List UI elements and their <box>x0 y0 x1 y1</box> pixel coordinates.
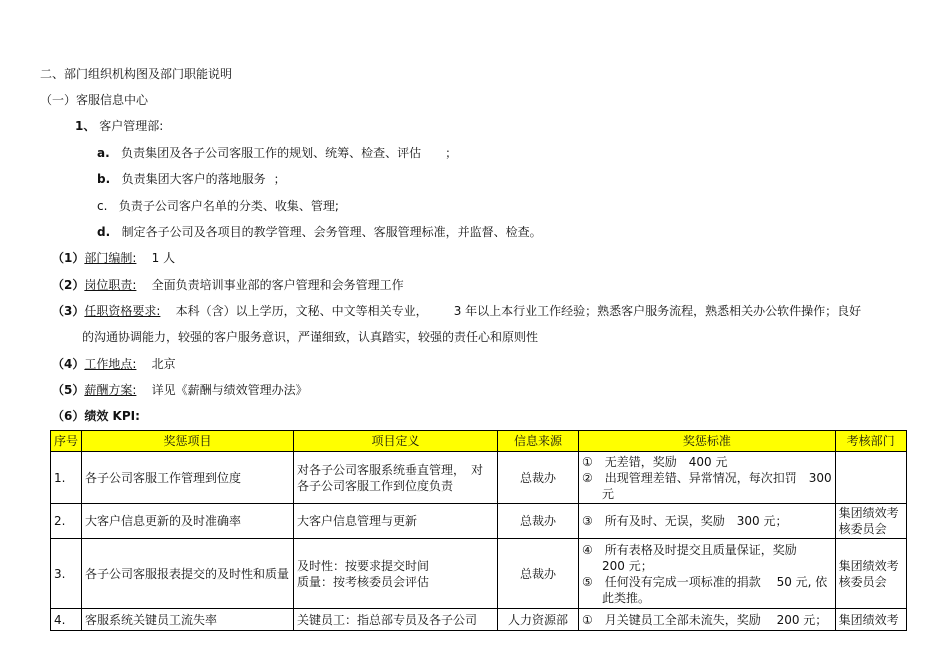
row-number: 2. <box>51 504 82 539</box>
duty-text: 负责集团大客户的落地服务 <box>121 172 266 186</box>
item-label: 任职资格要求: <box>84 304 161 318</box>
item-number: （2） <box>52 278 85 292</box>
standard-line: ① 无差错，奖励 400 元 <box>582 454 728 469</box>
table-row <box>51 452 907 504</box>
header-cell: 项目定义 <box>294 431 498 452</box>
row-definition: 关键员工：指总部专员及各子公司 <box>294 609 498 631</box>
row-definition: 大客户信息管理与更新 <box>294 504 498 539</box>
item-label: 岗位职责: <box>84 278 137 292</box>
row-number: 4. <box>51 609 82 631</box>
row-dept: 集团绩效考核委员会 <box>835 504 906 539</box>
headcount-line <box>52 250 175 266</box>
dept-name: 客户管理部: <box>99 119 164 133</box>
table-row <box>51 504 907 539</box>
kpi-table <box>50 430 907 631</box>
duty-letter: d. <box>97 225 111 239</box>
standard-line: 200 元； <box>602 558 653 573</box>
row-project: 各子公司客服报表提交的及时性和质量 <box>82 539 294 609</box>
row-project: 客服系统关键员工流失率 <box>82 609 294 631</box>
item-value-cont: 3 年以上本行业工作经验；熟悉客户服务流程，熟悉相关办公软件操作；良好 <box>453 304 862 318</box>
subsection-title: （一）客服信息中心 <box>40 93 149 107</box>
row-number: 3. <box>51 539 82 609</box>
duty-letter: c. <box>97 199 108 213</box>
duty-text: 制定各子公司及各项目的教学管理、会务管理、客服管理标准，并监督、检查。 <box>121 225 542 239</box>
section-title: 二、部门组织机构图及部门职能说明 <box>40 67 233 81</box>
header-cell: 奖惩标准 <box>579 431 836 452</box>
duty-letter: a. <box>97 146 110 160</box>
row-source: 总裁办 <box>498 504 579 539</box>
duty-tail: ； <box>273 172 286 186</box>
header-cell: 奖惩项目 <box>82 431 294 452</box>
standard-line: 元 <box>602 486 615 501</box>
item-label: 工作地点: <box>84 357 137 371</box>
header-cell: 考核部门 <box>835 431 906 452</box>
item-number: （5） <box>52 383 85 397</box>
row-standard: ① 月关键员工全部未流失，奖励 200 元； <box>579 609 836 631</box>
duty-item-c <box>97 198 339 214</box>
table-row <box>51 609 907 631</box>
kpi-header-row <box>51 431 907 452</box>
definition-line: 对各子公司客服系统垂直管理， 对 <box>297 462 484 477</box>
header-cell: 序号 <box>51 431 82 452</box>
standard-line: ② 出现管理差错、异常情况，每次扣罚 300 <box>582 470 832 485</box>
duty-text: 负责子公司客户名单的分类、收集、管理; <box>118 199 339 213</box>
duty-text: 负责集团及各子公司客服工作的规划、统筹、检查、评估 <box>121 146 422 160</box>
row-standard: ③ 所有及时、无误，奖励 300 元； <box>579 504 836 539</box>
row-source: 总裁办 <box>498 539 579 609</box>
header-cell: 信息来源 <box>498 431 579 452</box>
item-value: 详见《薪酬与绩效管理办法》 <box>151 383 308 397</box>
item-label: 薪酬方案: <box>84 383 137 397</box>
duty-item-a <box>97 145 457 161</box>
standard-line: ⑤ 任何没有完成一项标准的捐款 50 元, 依 <box>582 574 828 589</box>
item-value: 北京 <box>151 357 176 371</box>
item-label: 绩效 KPI: <box>84 409 140 423</box>
row-standard <box>579 452 836 504</box>
row-source: 人力资源部 <box>498 609 579 631</box>
dept-number: 1、 <box>75 119 96 133</box>
kpi-line <box>52 408 140 424</box>
duty-letter: b. <box>97 172 111 186</box>
definition-line: 及时性：按要求提交时间 <box>297 558 430 573</box>
table-row <box>51 539 907 609</box>
item-value: 全面负责培训事业部的客户管理和会务管理工作 <box>151 278 404 292</box>
row-project: 各子公司客服工作管理到位度 <box>82 452 294 504</box>
requirements-line-2: 的沟通协调能力，较强的客户服务意识，严谨细致，认真踏实，较强的责任心和原则性 <box>82 330 539 344</box>
requirements-line <box>52 303 861 319</box>
item-number: （6） <box>52 409 85 423</box>
definition-line: 各子公司客服工作到位度负责 <box>297 478 454 493</box>
row-definition <box>294 539 498 609</box>
item-number: （4） <box>52 357 85 371</box>
row-number: 1. <box>51 452 82 504</box>
salary-line <box>52 382 308 398</box>
standard-line: ④ 所有表格及时提交且质量保证，奖励 <box>582 542 797 557</box>
item-number: （3） <box>52 304 85 318</box>
definition-line: 质量：按考核委员会评估 <box>297 574 430 589</box>
row-project: 大客户信息更新的及时准确率 <box>82 504 294 539</box>
item-label: 部门编制: <box>84 251 137 265</box>
row-dept: 集团绩效考 <box>835 609 906 631</box>
row-standard <box>579 539 836 609</box>
row-definition <box>294 452 498 504</box>
duty-item-d <box>97 224 542 240</box>
row-source: 总裁办 <box>498 452 579 504</box>
item-value: 本科（含）以上学历，文秘、中文等相关专业， <box>175 304 428 318</box>
duty-tail: ； <box>445 146 458 160</box>
standard-line: 此类推。 <box>602 590 651 605</box>
location-line <box>52 356 176 372</box>
duty-line <box>52 277 404 293</box>
item-value: 1 人 <box>151 251 176 265</box>
item-number: （1） <box>52 251 85 265</box>
duty-item-b <box>97 171 286 187</box>
dept-heading <box>75 118 163 134</box>
row-dept <box>835 452 906 504</box>
row-dept: 集团绩效考核委员会 <box>835 539 906 609</box>
